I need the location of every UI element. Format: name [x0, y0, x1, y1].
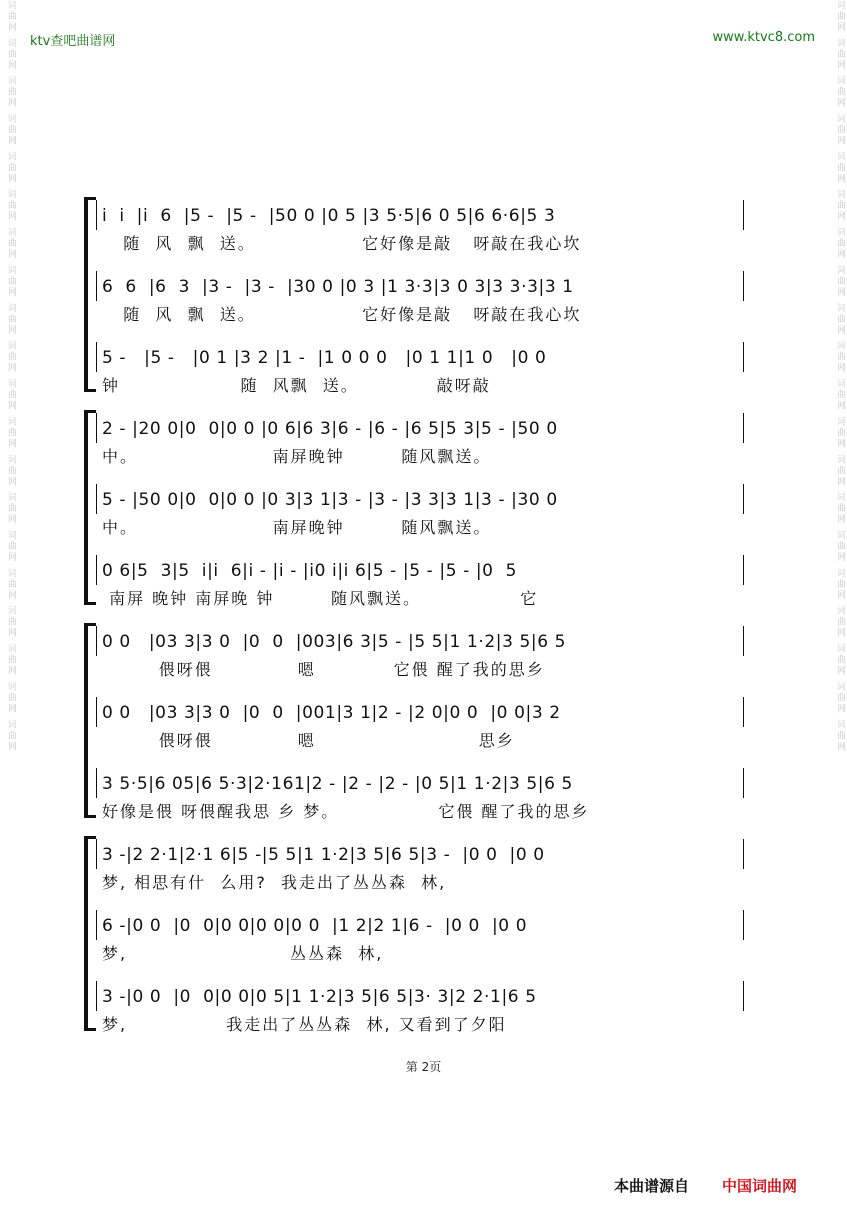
- barline: [96, 555, 97, 585]
- notes-line: 2 - |20 0|0 0|0 0 |0 6|6 3|6 - |6 - |6 5|5 3|5 - |50 0: [102, 419, 558, 439]
- notes-line: 0 0 |03 3|3 0 |0 0 |003|6 3|5 - |5 5|1 1·2|3 5|6 5: [102, 632, 567, 652]
- barline: [96, 200, 97, 230]
- barline: [743, 626, 744, 656]
- header-site-right: www.ktvc8.com: [712, 30, 815, 45]
- barline: [743, 200, 744, 230]
- page-number: 第 2页: [405, 1060, 442, 1074]
- barline: [96, 839, 97, 869]
- lyrics-line: 梦, 相思有什 么用? 我走出了丛丛森 林,: [102, 873, 447, 892]
- part-soprano: [78, 616, 746, 687]
- lyrics-line: 钟 随 风飘 送。 敲呀敲: [102, 376, 491, 395]
- barline: [743, 910, 744, 940]
- score-system-1: [78, 190, 746, 403]
- score-system-3: [78, 616, 746, 829]
- header-site-left: ktv查吧曲谱网: [30, 34, 116, 49]
- barline: [743, 839, 744, 869]
- part-soprano: [78, 190, 746, 261]
- lyrics-line: 中。 南屏晚钟 随风飘送。: [102, 518, 492, 537]
- barline: [743, 555, 744, 585]
- lyrics-line: 随 风 飘 送。 它好像是敲 呀敲在我心坎: [102, 234, 582, 253]
- notes-line: 5 - |5 - |0 1 |3 2 |1 - |1 0 0 0 |0 1 1|1 0 |0 0: [102, 348, 547, 368]
- part-alto: [78, 900, 746, 971]
- barline: [96, 626, 97, 656]
- part-alto: [78, 687, 746, 758]
- lyrics-line: 随 风 飘 送。 它好像是敲 呀敲在我心坎: [102, 305, 582, 324]
- part-bass: [78, 971, 746, 1042]
- barline: [96, 413, 97, 443]
- footer-source-label: 本曲谱源自: [614, 1177, 690, 1195]
- part-bass: [78, 545, 746, 616]
- notes-line: 5 - |50 0|0 0|0 0 |0 3|3 1|3 - |3 - |3 3|3 1|3 - |30 0: [102, 490, 558, 510]
- jianpu-score: [78, 190, 746, 1042]
- barline: [743, 484, 744, 514]
- score-system-2: [78, 403, 746, 616]
- score-system-4: [78, 829, 746, 1042]
- barline: [743, 697, 744, 727]
- notes-line: 6 6 |6 3 |3 - |3 - |30 0 |0 3 |1 3·3|3 0 3|3 3·3|3 1: [102, 277, 574, 297]
- part-soprano: [78, 403, 746, 474]
- lyrics-line: 梦, 我走出了丛丛森 林, 又看到了夕阳: [102, 1015, 507, 1034]
- notes-line: 6 -|0 0 |0 0|0 0|0 0|0 0 |1 2|2 1|6 - |0 0 |0 0: [102, 916, 528, 936]
- barline: [743, 413, 744, 443]
- barline: [96, 697, 97, 727]
- footer-site-link[interactable]: 中国词曲网: [722, 1177, 798, 1195]
- barline: [96, 981, 97, 1011]
- lyrics-line: 偎呀偎 嗯 它偎 醒了我的思乡: [102, 660, 545, 679]
- part-bass: [78, 332, 746, 403]
- right-watermark: 词曲网 词曲网 词曲网 词曲网 词曲网 词曲网 词曲网 词曲网 词曲网 词曲网 词曲网 词曲网 词曲网 词曲网 词曲网 词曲网 词曲网 词曲网 词曲网 词曲网: [835, 0, 845, 753]
- lyrics-line: 南屏 晚钟 南屏晚 钟 随风飘送。 它: [102, 589, 539, 608]
- part-alto: [78, 261, 746, 332]
- barline: [743, 981, 744, 1011]
- part-bass: [78, 758, 746, 829]
- barline: [96, 484, 97, 514]
- notes-line: 0 0 |03 3|3 0 |0 0 |001|3 1|2 - |2 0|0 0 |0 0|3 2: [102, 703, 561, 723]
- notes-line: 3 5·5|6 05|6 5·3|2·161|2 - |2 - |2 - |0 5|1 1·2|3 5|6 5: [102, 774, 573, 794]
- barline: [96, 342, 97, 372]
- lyrics-line: 梦, 丛丛森 林,: [102, 944, 384, 963]
- left-watermark: 词曲网 词曲网 词曲网 词曲网 词曲网 词曲网 词曲网 词曲网 词曲网 词曲网 词曲网 词曲网 词曲网 词曲网 词曲网 词曲网 词曲网 词曲网 词曲网 词曲网: [6, 0, 16, 753]
- barline: [96, 768, 97, 798]
- barline: [743, 342, 744, 372]
- part-alto: [78, 474, 746, 545]
- notes-line: i i |i 6 |5 - |5 - |50 0 |0 5 |3 5·5|6 0 5|6 6·6|5 3: [102, 206, 556, 226]
- barline: [96, 271, 97, 301]
- notes-line: 0 6|5 3|5 i|i 6|i - |i - |i0 i|i 6|5 - |5 - |5 - |0 5: [102, 561, 518, 581]
- lyrics-line: 好像是偎 呀偎醒我思 乡 梦。 它偎 醒了我的思乡: [102, 802, 590, 821]
- barline: [96, 910, 97, 940]
- notes-line: 3 -|2 2·1|2·1 6|5 -|5 5|1 1·2|3 5|6 5|3 - |0 0 |0 0: [102, 845, 545, 865]
- part-soprano: [78, 829, 746, 900]
- lyrics-line: 偎呀偎 嗯 思乡: [102, 731, 515, 750]
- barline: [743, 768, 744, 798]
- barline: [743, 271, 744, 301]
- notes-line: 3 -|0 0 |0 0|0 0|0 5|1 1·2|3 5|6 5|3· 3|2 2·1|6 5: [102, 987, 537, 1007]
- lyrics-line: 中。 南屏晚钟 随风飘送。: [102, 447, 492, 466]
